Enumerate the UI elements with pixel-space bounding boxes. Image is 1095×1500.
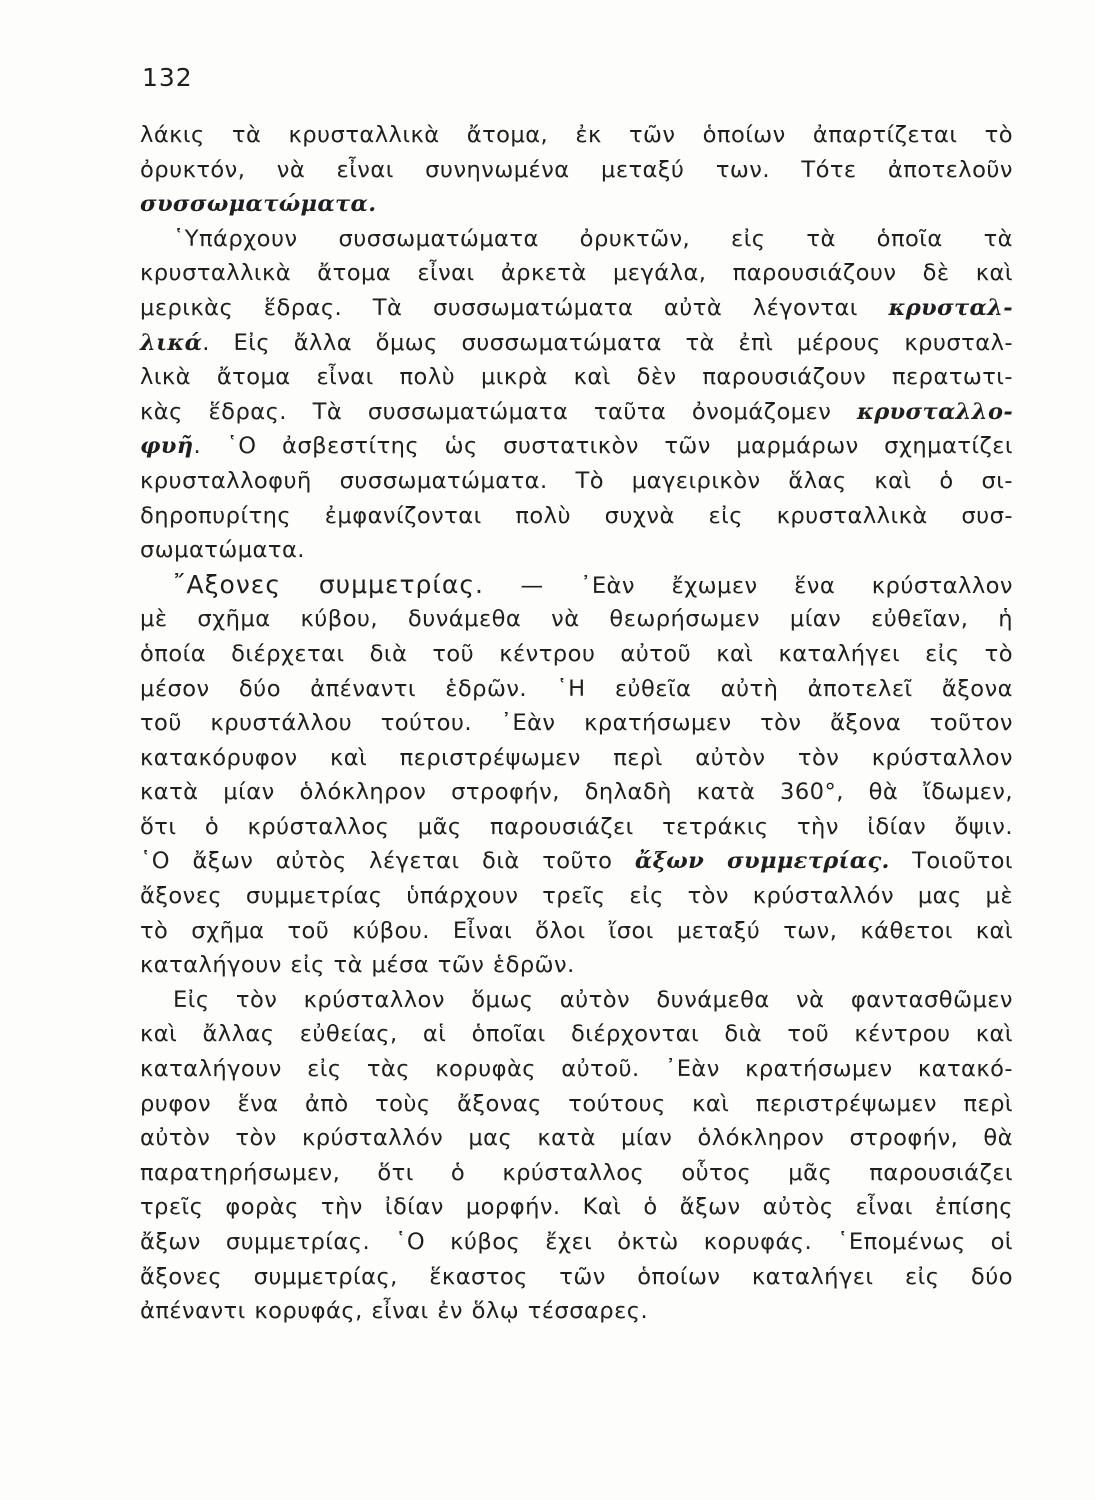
text-line: κὰς ἕδρας. Τὰ συσσωματώματα ταῦτα ὀνομάζομεν κρυσταλλο-: [140, 398, 1013, 425]
text-line: ὀρυκτόν, νὰ εἶναι συνηνωμένα μεταξύ των. Τότε ἀποτελοῦν: [140, 156, 1013, 183]
text-line: λάκις τὰ κρυσταλλικὰ ἄτομα, ἐκ τῶν ὁποίων ἀπαρτίζεται τὸ: [140, 122, 1013, 148]
text-line: ἄξων συμμετρίας. ῾Ο κύβος ἔχει ὀκτὼ κορυφάς. ῾Επομένως οἱ: [140, 1229, 1013, 1255]
emphasized-term: κρυσταλ-: [888, 294, 1013, 321]
text-line: καταλήγουν εἰς τὰ μέσα τῶν ἑδρῶν.: [140, 952, 575, 979]
text-line: μὲ σχῆμα κύβου, δυνάμεθα νὰ θεωρήσωμεν μίαν εὐθεῖαν, ἡ: [140, 606, 1013, 633]
text-line: ρυφον ἕνα ἀπὸ τοὺς ἄξονας τούτους καὶ περιστρέψωμεν περὶ: [140, 1090, 1013, 1117]
text-line: ἀπέναντι κορυφάς, εἶναι ἐν ὅλῳ τέσσαρες.: [140, 1298, 649, 1325]
text-line: τρεῖς φορὰς τὴν ἰδίαν μορφήν. Καὶ ὁ ἄξων αὐτὸς εἶναι ἐπίσης: [140, 1194, 1013, 1221]
text-line: τὸ σχῆμα τοῦ κύβου. Εἶναι ὅλοι ἴσοι μεταξύ των, κάθετοι καὶ: [140, 917, 1013, 944]
text-line: ἄξονες συμμετρίας ὑπάρχουν τρεῖς εἰς τὸν κρύσταλλόν μας μὲ: [140, 883, 1013, 910]
text-line: λικὰ ἄτομα εἶναι πολὺ μικρὰ καὶ δὲν παρουσιάζουν περατωτι-: [140, 364, 1013, 391]
body-text: [140, 118, 1013, 1329]
section-heading-line: ῎Αξονες συμμετρίας. — ᾽Εὰν ἔχωμεν ἕνα κρύσταλλον: [173, 569, 1013, 599]
text-line: μερικὰς ἕδρας. Τὰ συσσωματώματα αὐτὰ λέγονται κρυσταλ-: [140, 294, 1013, 321]
text-line: κρυσταλλοφυῆ συσσωματώματα. Τὸ μαγειρικὸν ἅλας καὶ ὁ σι-: [140, 467, 1013, 494]
text-line: καταλήγουν εἰς τὰς κορυφὰς αὐτοῦ. ᾽Εὰν κρατήσωμεν κατακό-: [140, 1056, 1013, 1083]
text-line: αὐτὸν τὸν κρύσταλλόν μας κατὰ μίαν ὁλόκληρον στροφήν, θὰ: [140, 1125, 1013, 1152]
text-line: ὁποία διέρχεται διὰ τοῦ κέντρου αὐτοῦ καὶ καταλήγει εἰς τὸ: [140, 640, 1013, 667]
text-line: κατὰ μίαν ὁλόκληρον στροφήν, δηλαδὴ κατὰ 360°, θὰ ἴδωμεν,: [140, 779, 1013, 806]
text-line: κατακόρυφον καὶ περιστρέψωμεν περὶ αὐτὸν τὸν κρύσταλλον: [140, 744, 1013, 771]
text-line: μέσον δύο ἀπέναντι ἑδρῶν. ῾Η εὐθεῖα αὐτὴ ἀποτελεῖ ἄξονα: [140, 675, 1013, 702]
text-line: ῾Ο ἄξων αὐτὸς λέγεται διὰ τοῦτο ἄξων συμμετρίας. Τοιοῦτοι: [140, 848, 1013, 875]
text-line: κρυσταλλικὰ ἄτομα εἶναι ἀρκετὰ μεγάλα, παρουσιάζουν δὲ καὶ: [140, 260, 1013, 287]
text-line: Εἰς τὸν κρύσταλλον ὅμως αὐτὸν δυνάμεθα νὰ φαντασθῶμεν: [173, 986, 1013, 1013]
text-line: καὶ ἄλλας εὐθείας, αἱ ὁποῖαι διέρχονται διὰ τοῦ κέντρου καὶ: [140, 1021, 1013, 1048]
page-number: 132: [142, 63, 193, 92]
text-line: σωματώματα.: [140, 537, 305, 564]
text-line: φυῆ. ῾Ο ἀσβεστίτης ὡς συστατικὸν τῶν μαρμάρων σχηματίζει: [140, 433, 1013, 460]
text-line: [140, 187, 1013, 222]
text-line: ἄξονες συμμετρίας, ἕκαστος τῶν ὁποίων καταλήγει εἰς δύο: [140, 1263, 1013, 1290]
text-line: λικά. Εἰς ἄλλα ὅμως συσσωματώματα τὰ ἐπὶ μέρους κρυσταλ-: [140, 329, 1013, 356]
text-line: τοῦ κρυστάλλου τούτου. ᾽Εὰν κρατήσωμεν τὸν ἄξονα τοῦτον: [140, 710, 1013, 737]
emphasized-term: λικά: [140, 329, 203, 356]
emphasized-term: συσσωματώματα.: [140, 191, 377, 218]
text-line: παρατηρήσωμεν, ὅτι ὁ κρύσταλλος οὗτος μᾶς παρουσιάζει: [140, 1159, 1013, 1186]
emphasized-term: φυῆ: [140, 433, 194, 460]
text-line: ῾Υπάρχουν συσσωματώματα ὀρυκτῶν, εἰς τὰ ὁποῖα τὰ: [173, 225, 1013, 252]
section-heading: ῎Αξονες συμμετρίας.: [173, 569, 484, 599]
emphasized-term: κρυσταλλο-: [856, 398, 1013, 425]
text-line: ὅτι ὁ κρύσταλλος μᾶς παρουσιάζει τετράκις τὴν ἰδίαν ὄψιν.: [140, 813, 1013, 840]
emphasized-term: ἄξων συμμετρίας.: [634, 848, 890, 875]
text-line: δηροπυρίτης ἐμφανίζονται πολὺ συχνὰ εἰς κρυσταλλικὰ συσ-: [140, 502, 1013, 529]
